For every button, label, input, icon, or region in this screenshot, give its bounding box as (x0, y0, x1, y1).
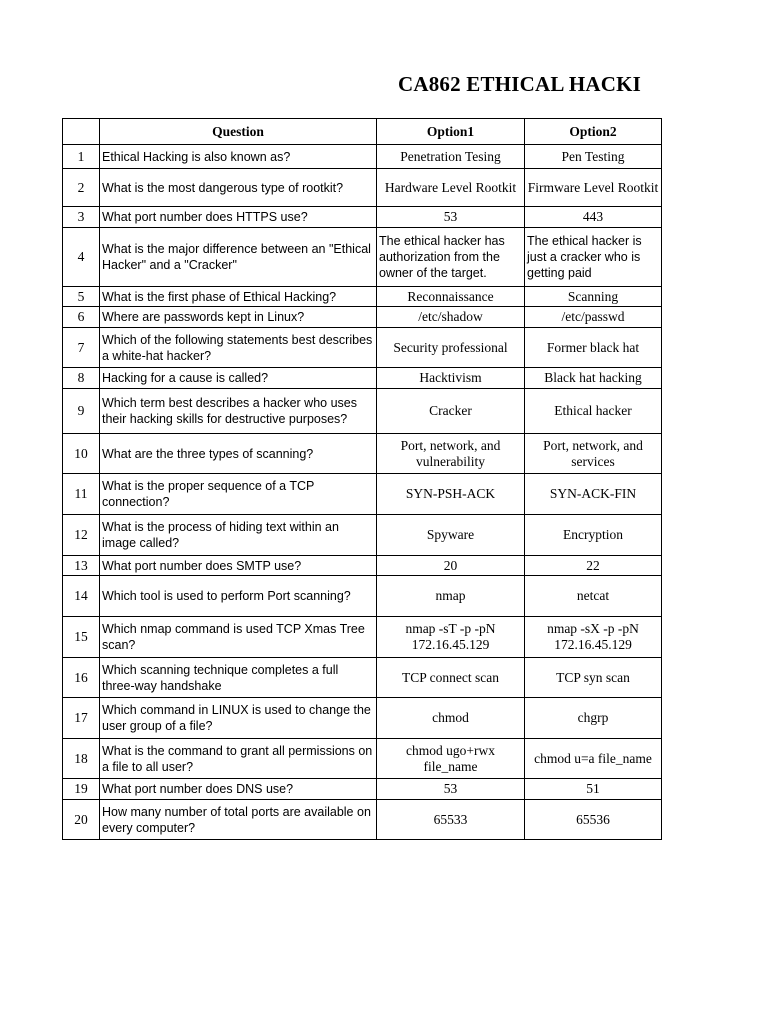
table-row (63, 739, 662, 779)
question-table (62, 118, 662, 840)
option2-cell: 22 (525, 556, 662, 576)
table-row (63, 556, 662, 576)
table-row (63, 207, 662, 228)
table-row (63, 368, 662, 389)
page-title: CA862 ETHICAL HACKI (398, 72, 642, 96)
option1-cell: 53 (377, 779, 525, 800)
row-number: 3 (63, 207, 100, 228)
option1-cell: chmod (377, 698, 525, 739)
row-number: 18 (63, 739, 100, 779)
option2-cell: Ethical hacker (525, 389, 662, 434)
question-cell: Which scanning technique completes a full three-way handshake (100, 658, 377, 698)
question-cell: What is the most dangerous type of rootkit? (100, 169, 377, 207)
option1-cell: Penetration Tesing (377, 145, 525, 169)
table-row (63, 328, 662, 368)
question-cell: Which term best describes a hacker who uses their hacking skills for destructive purposes? (100, 389, 377, 434)
row-number: 14 (63, 576, 100, 617)
row-number: 10 (63, 434, 100, 474)
option2-cell: netcat (525, 576, 662, 617)
option2-cell: chgrp (525, 698, 662, 739)
question-cell: Ethical Hacking is also known as? (100, 145, 377, 169)
table-row (63, 287, 662, 307)
option2-cell: 51 (525, 779, 662, 800)
option1-cell: SYN-PSH-ACK (377, 474, 525, 515)
header-option1: Option1 (377, 119, 525, 145)
option2-cell: nmap -sX -p -pN 172.16.45.129 (525, 617, 662, 658)
option1-cell: Cracker (377, 389, 525, 434)
table-row (63, 617, 662, 658)
table-row (63, 576, 662, 617)
option1-cell: /etc/shadow (377, 307, 525, 328)
option2-cell: SYN-ACK-FIN (525, 474, 662, 515)
question-cell: What is the command to grant all permissions on a file to all user? (100, 739, 377, 779)
option2-cell: TCP syn scan (525, 658, 662, 698)
option2-cell: Former black hat (525, 328, 662, 368)
header-question: Question (100, 119, 377, 145)
option1-cell: Hacktivism (377, 368, 525, 389)
question-cell: How many number of total ports are available on every computer? (100, 800, 377, 840)
table-row (63, 474, 662, 515)
table-row (63, 779, 662, 800)
row-number: 15 (63, 617, 100, 658)
option1-cell: 20 (377, 556, 525, 576)
row-number: 1 (63, 145, 100, 169)
question-cell: Hacking for a cause is called? (100, 368, 377, 389)
option1-cell: nmap -sT -p -pN 172.16.45.129 (377, 617, 525, 658)
question-cell: Which command in LINUX is used to change the user group of a file? (100, 698, 377, 739)
header-row (63, 119, 662, 145)
row-number: 8 (63, 368, 100, 389)
table-row (63, 434, 662, 474)
question-cell: Which tool is used to perform Port scanning? (100, 576, 377, 617)
option2-cell: chmod u=a file_name (525, 739, 662, 779)
option1-cell: TCP connect scan (377, 658, 525, 698)
option1-cell: nmap (377, 576, 525, 617)
table-viewport (62, 118, 662, 844)
row-number: 11 (63, 474, 100, 515)
row-number: 9 (63, 389, 100, 434)
question-cell: What port number does SMTP use? (100, 556, 377, 576)
question-cell: Which nmap command is used TCP Xmas Tree scan? (100, 617, 377, 658)
question-cell: What is the major difference between an "Ethical Hacker" and a "Cracker" (100, 228, 377, 287)
row-number: 4 (63, 228, 100, 287)
question-cell: What is the first phase of Ethical Hacking? (100, 287, 377, 307)
option2-cell: 443 (525, 207, 662, 228)
question-cell: What are the three types of scanning? (100, 434, 377, 474)
table-row (63, 389, 662, 434)
header-num (63, 119, 100, 145)
question-cell: What port number does DNS use? (100, 779, 377, 800)
table-row (63, 169, 662, 207)
question-cell: Which of the following statements best describes a white-hat hacker? (100, 328, 377, 368)
row-number: 13 (63, 556, 100, 576)
option1-cell: Hardware Level Rootkit (377, 169, 525, 207)
option2-cell: /etc/passwd (525, 307, 662, 328)
option2-cell: Scanning (525, 287, 662, 307)
row-number: 6 (63, 307, 100, 328)
option2-cell: The ethical hacker is just a cracker who is getting paid (525, 228, 662, 287)
option2-cell: Encryption (525, 515, 662, 556)
table-row (63, 698, 662, 739)
row-number: 19 (63, 779, 100, 800)
option1-cell: The ethical hacker has authorization from the owner of the target. (377, 228, 525, 287)
option2-cell: Port, network, and services (525, 434, 662, 474)
row-number: 5 (63, 287, 100, 307)
option1-cell: Security professional (377, 328, 525, 368)
row-number: 20 (63, 800, 100, 840)
question-cell: Where are passwords kept in Linux? (100, 307, 377, 328)
table-row (63, 800, 662, 840)
row-number: 16 (63, 658, 100, 698)
table-row (63, 658, 662, 698)
option1-cell: Reconnaissance (377, 287, 525, 307)
table-row (63, 515, 662, 556)
question-cell: What is the process of hiding text within an image called? (100, 515, 377, 556)
table-row (63, 145, 662, 169)
question-cell: What is the proper sequence of a TCP connection? (100, 474, 377, 515)
option2-cell: Pen Testing (525, 145, 662, 169)
question-cell: What port number does HTTPS use? (100, 207, 377, 228)
table-row (63, 228, 662, 287)
option1-cell: Port, network, and vulnerability (377, 434, 525, 474)
option1-cell: 53 (377, 207, 525, 228)
option2-cell: Black hat hacking (525, 368, 662, 389)
row-number: 2 (63, 169, 100, 207)
header-option2: Option2 (525, 119, 662, 145)
option1-cell: 65533 (377, 800, 525, 840)
table-row (63, 307, 662, 328)
row-number: 12 (63, 515, 100, 556)
option1-cell: chmod ugo+rwx file_name (377, 739, 525, 779)
option2-cell: 65536 (525, 800, 662, 840)
option2-cell: Firmware Level Rootkit (525, 169, 662, 207)
row-number: 7 (63, 328, 100, 368)
option1-cell: Spyware (377, 515, 525, 556)
row-number: 17 (63, 698, 100, 739)
